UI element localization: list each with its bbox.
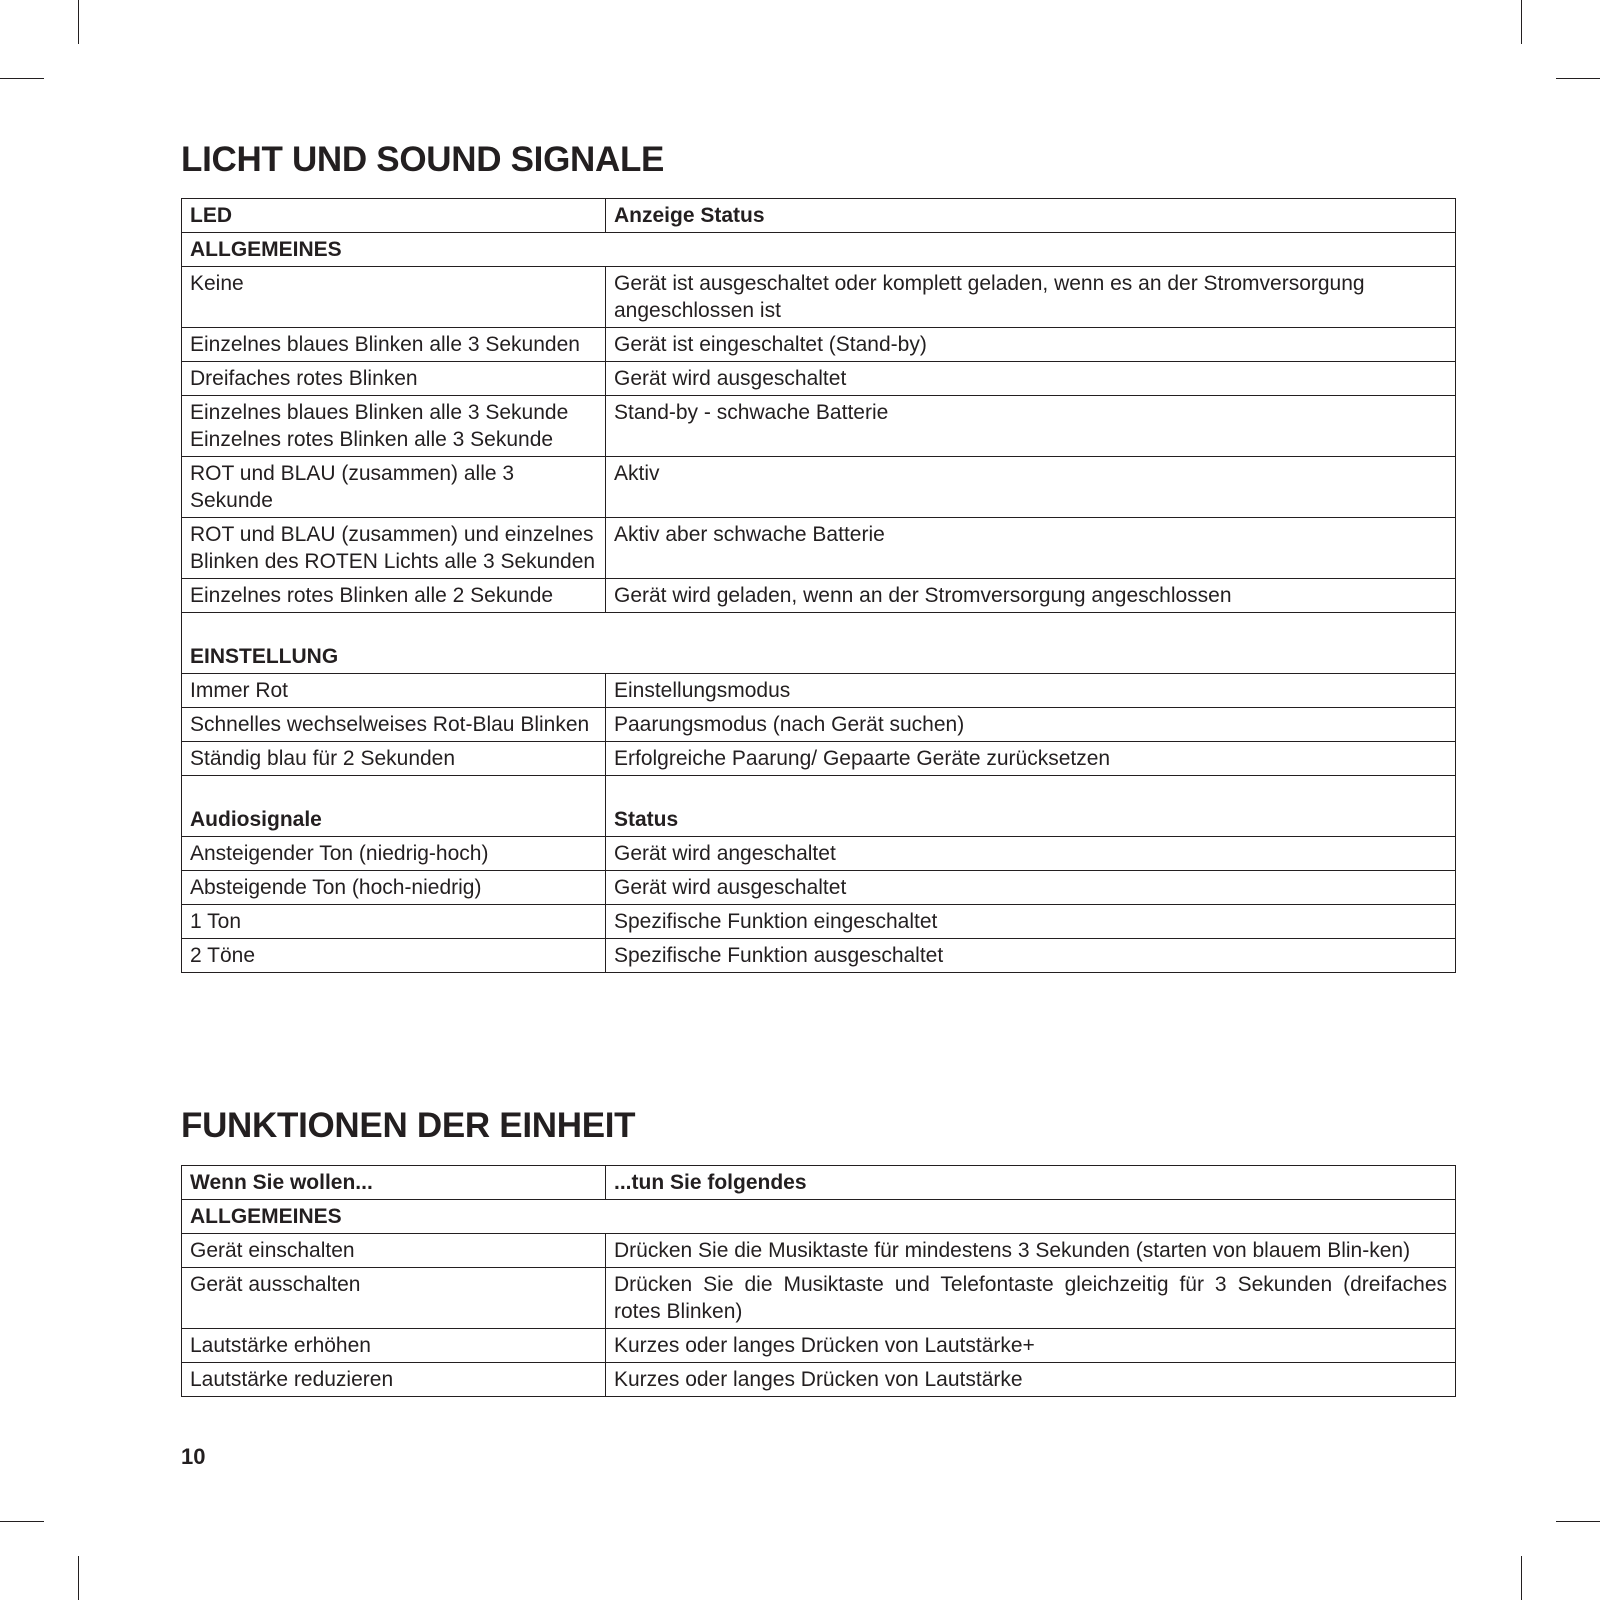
status-cell: Aktiv [606,457,1456,518]
group-row-settings [182,613,1456,674]
table-header-row [182,1166,1456,1200]
page-number: 10 [181,1444,206,1469]
led-cell: Immer Rot [182,674,606,708]
header-want: Wenn Sie wollen... [182,1166,606,1200]
table-row [182,674,1456,708]
section-title-functions: FUNKTIONEN DER EINHEIT [181,1106,636,1145]
led-cell: Einzelnes rotes Blinken alle 2 Sekunde [182,579,606,613]
led-cell: Schnelles wechselweises Rot-Blau Blinken [182,708,606,742]
led-cell: Ständig blau für 2 Sekunden [182,742,606,776]
header-audio-signals [182,776,606,837]
status-cell: Spezifische Funktion ausgeschaltet [606,939,1456,973]
signal-cell: Ansteigender Ton (niedrig-hoch) [182,837,606,871]
status-cell: Gerät wird ausgeschaltet [606,871,1456,905]
status-cell: Gerät wird geladen, wenn an der Stromversorgung angeschlossen [606,579,1456,613]
led-cell [182,396,606,457]
table-row [182,1329,1456,1363]
table-row [182,1363,1456,1397]
table-row [182,518,1456,579]
table-row [182,1268,1456,1329]
status-cell: Gerät ist eingeschaltet (Stand-by) [606,328,1456,362]
status-cell: Einstellungsmodus [606,674,1456,708]
table-row [182,362,1456,396]
group-row-general [182,1200,1456,1234]
table-row [182,396,1456,457]
group-row-general [182,233,1456,267]
want-cell: Gerät ausschalten [182,1268,606,1329]
want-cell: Lautstärke reduzieren [182,1363,606,1397]
section-title-signals: LICHT UND SOUND SIGNALE [181,140,665,179]
signal-cell: Absteigende Ton (hoch-niedrig) [182,871,606,905]
group-label-general: ALLGEMEINES [182,1200,1456,1234]
header-do: ...tun Sie folgendes [606,1166,1456,1200]
table-row [182,1234,1456,1268]
led-cell: Dreifaches rotes Blinken [182,362,606,396]
led-cell: Einzelnes blaues Blinken alle 3 Sekunden [182,328,606,362]
table-row [182,579,1456,613]
group-label-settings [182,613,1456,674]
status-cell: Gerät wird ausgeschaltet [606,362,1456,396]
spacer [614,779,1447,806]
table-row [182,267,1456,328]
crop-mark-top-right-horizontal [1556,78,1600,79]
do-cell: Kurzes oder langes Drücken von Lautstärke+ [606,1329,1456,1363]
status-cell: Stand-by - schwache Batterie [606,396,1456,457]
led-line: Einzelnes blaues Blinken alle 3 Sekunde [190,401,569,424]
led-cell: ROT und BLAU (zusammen) alle 3 Sekunde [182,457,606,518]
status-cell: Gerät wird angeschaltet [606,837,1456,871]
table-row [182,742,1456,776]
crop-mark-bottom-left [78,1556,79,1600]
spacer [190,616,1447,643]
spacer [190,779,597,806]
table-row [182,837,1456,871]
want-cell: Gerät einschalten [182,1234,606,1268]
led-line: Einzelnes rotes Blinken alle 3 Sekunde [190,428,554,451]
crop-mark-top-left-horizontal [0,78,44,79]
table-row [182,708,1456,742]
status-cell: Erfolgreiche Paarung/ Gepaarte Geräte zurücksetzen [606,742,1456,776]
signal-cell: 2 Töne [182,939,606,973]
table-row [182,457,1456,518]
table-row [182,328,1456,362]
do-cell: Kurzes oder langes Drücken von Lautstärke [606,1363,1456,1397]
signal-cell: 1 Ton [182,905,606,939]
status-cell: Aktiv aber schwache Batterie [606,518,1456,579]
crop-mark-bottom-left-horizontal [0,1521,44,1522]
functions-table [181,1165,1456,1397]
crop-mark-bottom-right-horizontal [1556,1521,1600,1522]
do-cell: Drücken Sie die Musiktaste und Telefontaste gleichzeitig für 3 Sekunden (dreifaches rotes Blinken) [606,1268,1456,1329]
table-row [182,939,1456,973]
group-label-general: ALLGEMEINES [182,233,1456,267]
status-cell: Paarungsmodus (nach Gerät suchen) [606,708,1456,742]
do-cell: Drücken Sie die Musiktaste für mindestens 3 Sekunden (starten von blauem Blin-ken) [606,1234,1456,1268]
header-led: LED [182,199,606,233]
want-cell: Lautstärke erhöhen [182,1329,606,1363]
signals-table [181,198,1456,973]
led-cell: ROT und BLAU (zusammen) und einzelnes Blinken des ROTEN Lichts alle 3 Sekunden [182,518,606,579]
header-audio-status [606,776,1456,837]
status-cell: Gerät ist ausgeschaltet oder komplett geladen, wenn es an der Stromversorgung angeschlossen ist [606,267,1456,328]
header-status: Anzeige Status [606,199,1456,233]
audio-header-row [182,776,1456,837]
table-header-row [182,199,1456,233]
table-row [182,871,1456,905]
header-audio-signals-text: Audiosignale [190,808,322,831]
group-label-settings-text: EINSTELLUNG [190,645,339,668]
status-cell: Spezifische Funktion eingeschaltet [606,905,1456,939]
header-audio-status-text: Status [614,808,679,831]
table-row [182,905,1456,939]
crop-mark-top-right [1521,0,1522,44]
led-cell: Keine [182,267,606,328]
crop-mark-top-left [78,0,79,44]
crop-mark-bottom-right [1521,1556,1522,1600]
